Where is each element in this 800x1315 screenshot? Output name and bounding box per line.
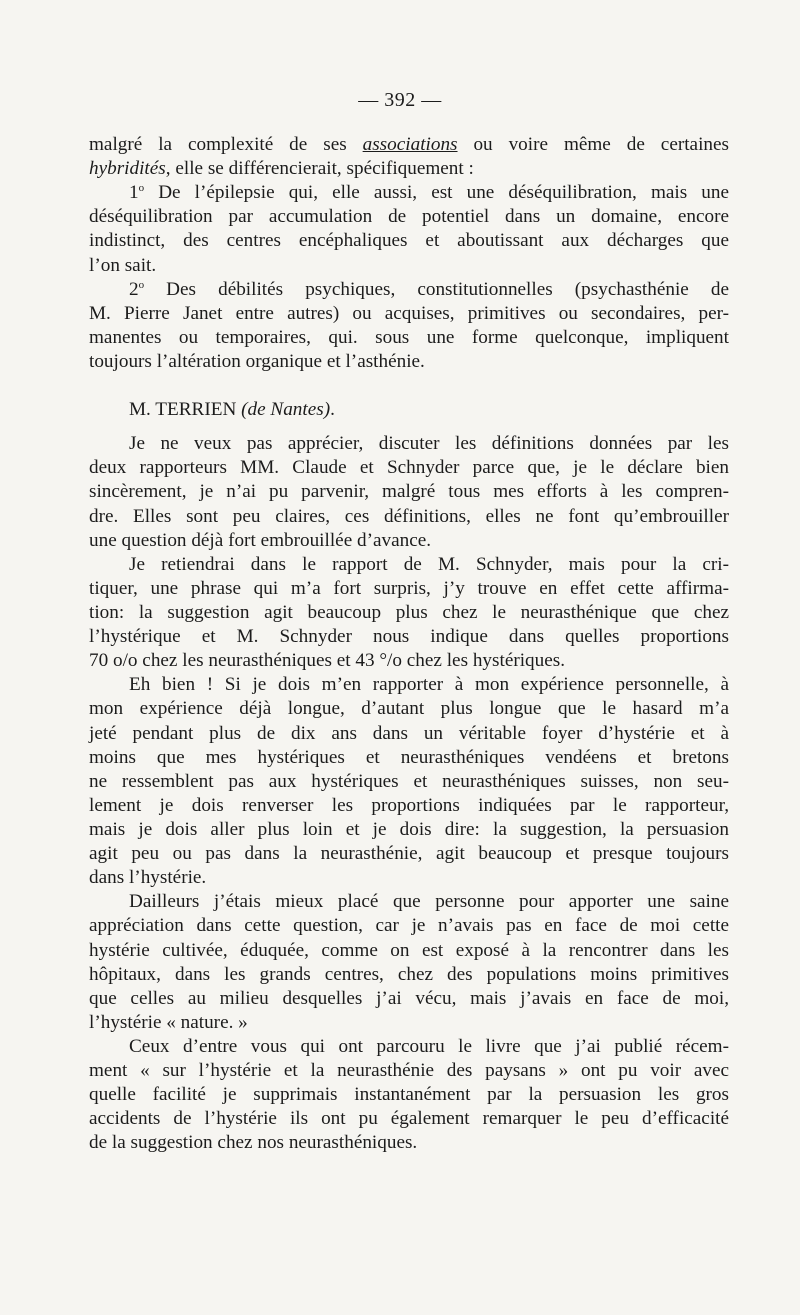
list-number: 2 <box>129 278 139 300</box>
paragraph-2-line: indistinct, des centres encéphaliques et aboutissant aux décharges que <box>89 230 729 252</box>
text-span: malgré la complexité de ses <box>89 134 363 155</box>
italic-term-associations: associations <box>362 134 458 155</box>
speaker-name: M. TERRIEN <box>129 399 242 421</box>
paragraph-8-line: ment « sur l’hystérie et la neurasthénie des paysans » ont pu voir avec <box>89 1060 729 1082</box>
paragraph-3-line: manentes ou temporaires, qui. sous une forme quelconque, impliquent <box>89 326 729 348</box>
paragraph-7-line: appréciation dans cette question, car je n’avais pas en face de moi cette <box>89 915 729 937</box>
paragraph-7-line: l’hystérie « nature. » <box>89 1011 248 1033</box>
paragraph-1-line <box>89 157 729 181</box>
paragraph-6-line: mais je dois aller plus loin et je dois dire: la suggestion, la persuasion <box>89 818 729 840</box>
ordinal-marker: o <box>138 182 145 195</box>
paragraph-4-line: une question déjà fort embrouillée d’avance. <box>89 529 432 551</box>
paragraph-6-line: moins que mes hystériques et neurasthéniques vendéens et bretons <box>89 746 729 768</box>
section-gap <box>89 422 729 432</box>
paragraph-6-line: agit peu ou pas dans la neurasthénie, agit beaucoup et presque toujours <box>89 843 729 865</box>
paragraph-6-line: dans l’hystérie. <box>89 867 207 889</box>
paragraph-8-line: accidents de l’hystérie ils ont pu également remarquer le peu d’efficacité <box>89 1108 729 1130</box>
paragraph-3-line <box>89 278 729 302</box>
paragraph-6-line: mon expérience déjà longue, d’autant plus longue que le hasard m’a <box>89 698 729 720</box>
text-span: De l’épilepsie qui, elle aussi, est une déséquilibration, mais une <box>144 182 729 204</box>
paragraph-2-line: déséquilibration par accumulation de potentiel dans un domaine, encore <box>89 206 729 228</box>
paragraph-6-line: jeté pendant plus de dix ans dans un véritable foyer d’hystérie et à <box>89 722 729 744</box>
italic-term-hybridites: hybridités <box>89 158 166 180</box>
text-span: . <box>330 399 335 421</box>
paragraph-6-line: Eh bien ! Si je dois m’en rapporter à mon expérience personnelle, à <box>129 674 729 696</box>
paragraph-7-line: que celles au milieu desquelles j’ai vécu, mais j’avais en face de moi, <box>89 987 729 1009</box>
paragraph-4-line: Je ne veux pas apprécier, discuter les définitions données par les <box>129 433 729 455</box>
page-number: — 392 — <box>358 89 442 111</box>
speaker-place: (de Nantes) <box>241 399 331 421</box>
text-span: ou voire même de certaines <box>457 134 729 155</box>
text-span: Des débilités psychiques, constitutionnelles (psychasthénie de <box>144 278 729 300</box>
paragraph-2-line <box>89 181 729 205</box>
paragraph-4-line: deux rapporteurs MM. Claude et Schnyder parce que, je le déclare bien <box>89 457 729 479</box>
speaker-heading <box>89 398 729 422</box>
paragraph-3-line: M. Pierre Janet entre autres) ou acquises, primitives ou secondaires, per- <box>89 302 729 324</box>
paragraph-7-line: hystérie cultivée, éduquée, comme on est exposé à la rencontrer dans les <box>89 939 729 961</box>
paragraph-7-line: hôpitaux, dans les grands centres, chez des populations moins primitives <box>89 963 729 985</box>
paragraph-4-line: dre. Elles sont peu claires, ces définitions, elles ne font qu’embrouiller <box>89 505 729 527</box>
paragraph-4-line: sincèrement, je n’ai pu parvenir, malgré tous mes efforts à les compren- <box>89 481 729 503</box>
body-text <box>89 133 729 1155</box>
paragraph-5-line: l’hystérique et M. Schnyder nous indique dans quelles proportions <box>89 626 729 648</box>
paragraph-7-line: Dailleurs j’étais mieux placé que personne pour apporter une saine <box>129 891 729 913</box>
paragraph-8-line: quelle facilité je supprimais instantanément par la persuasion les gros <box>89 1084 729 1106</box>
paragraph-6-line: ne ressemblent pas aux hystériques et neurasthéniques suisses, non seu- <box>89 770 729 792</box>
list-number: 1 <box>129 182 139 204</box>
paragraph-3-line: toujours l’altération organique et l’asthénie. <box>89 350 425 372</box>
section-gap <box>89 374 729 398</box>
paragraph-8-line: de la suggestion chez nos neurasthéniques. <box>89 1132 418 1154</box>
paragraph-5-line: tiquer, une phrase qui m’a fort surpris, j’y trouve en effet cette affirma- <box>89 577 729 599</box>
paragraph-8-line: Ceux d’entre vous qui ont parcouru le livre que j’ai publié récem- <box>129 1035 729 1057</box>
paragraph-1-line <box>89 133 729 157</box>
ordinal-marker: o <box>138 278 145 291</box>
text-span: , elle se différencierait, spécifiquement : <box>165 158 474 180</box>
paragraph-2-line: l’on sait. <box>89 254 157 276</box>
paragraph-5-line: 70 o/o chez les neurasthéniques et 43 °/o chez les hystériques. <box>89 650 566 672</box>
paragraph-6-line: lement je dois renverser les proportions indiquées par le rapporteur, <box>89 794 729 816</box>
paragraph-5-line: tion: la suggestion agit beaucoup plus chez le neurasthénique que chez <box>89 601 729 623</box>
paragraph-5-line: Je retiendrai dans le rapport de M. Schnyder, mais pour la cri- <box>129 553 729 575</box>
